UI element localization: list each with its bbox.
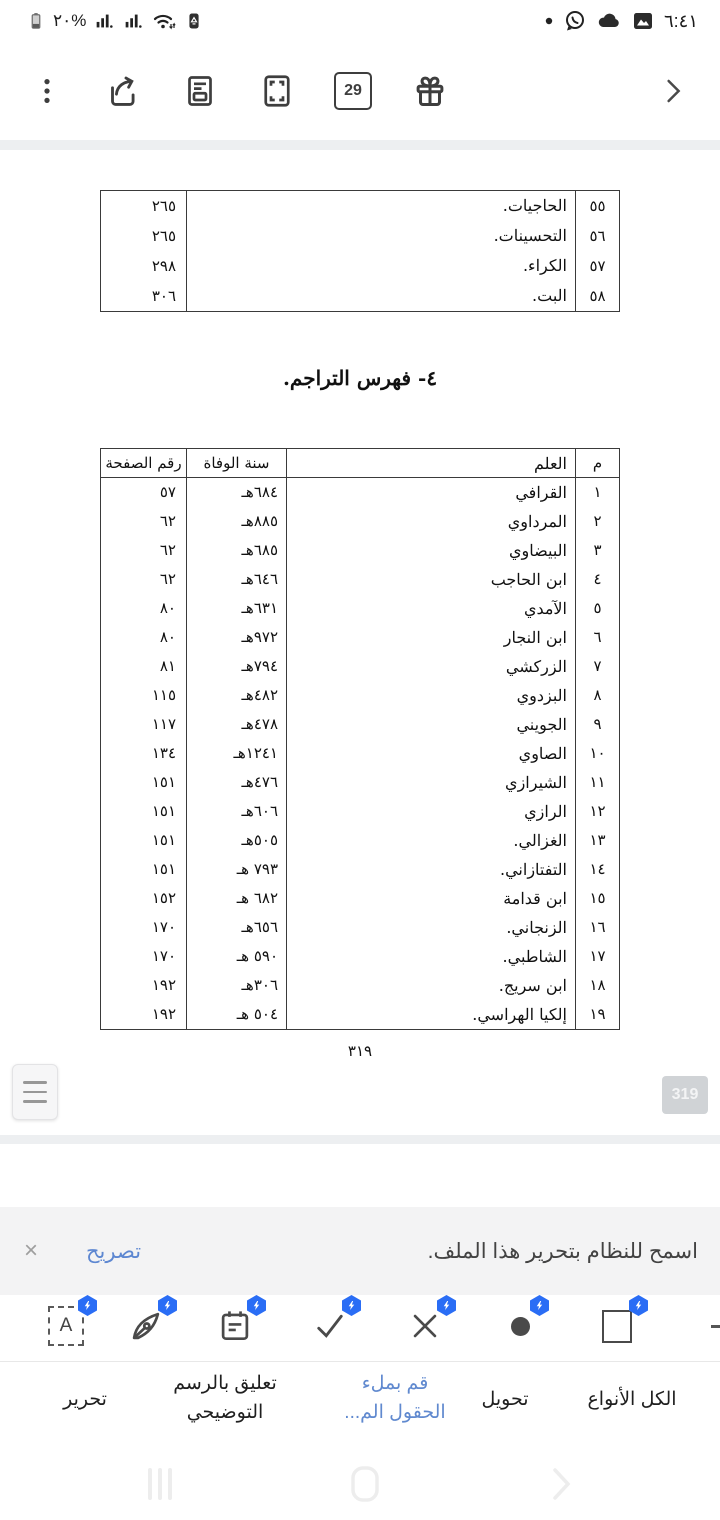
header-number: م — [575, 449, 619, 477]
header-scholar: العلم — [286, 449, 575, 477]
document-page[interactable] — [0, 150, 720, 1135]
back-icon[interactable] — [538, 1462, 582, 1506]
row-number-cell: ١٧ — [575, 942, 619, 971]
death-year-cell: ٦٥٦هـ — [186, 913, 286, 942]
page-cell: ١١٧ — [151, 715, 176, 733]
rectangle-annotation-button[interactable] — [594, 1303, 640, 1349]
death-year-cell: ٤٨٢هـ — [186, 681, 286, 710]
row-number-cell: ٩ — [575, 710, 619, 739]
scholar-cell: الشاطبي. — [286, 942, 575, 971]
fit-page-icon[interactable] — [254, 68, 300, 114]
text-box-tool-button[interactable] — [43, 1303, 89, 1349]
table-row — [101, 942, 619, 971]
tab-edit[interactable]: تحرير — [63, 1389, 107, 1410]
scholar-cell: إلكيا الهراسي. — [286, 1000, 575, 1029]
tab-convert[interactable]: تحويل — [481, 1389, 529, 1410]
biographies-table — [100, 448, 620, 1030]
whatsapp-icon — [563, 9, 587, 33]
signal-icon — [93, 10, 115, 32]
scholar-cell: الغزالي. — [286, 826, 575, 855]
entry-cell: التحسينات. — [186, 221, 575, 251]
page-cell: ٨٠ — [159, 628, 176, 646]
clock: ٦:٤١ — [663, 10, 698, 31]
page-cell: ٢٦٥ — [151, 197, 176, 215]
cross-annotation-button[interactable] — [402, 1303, 448, 1349]
page-cell: ١٣٤ — [151, 744, 176, 762]
table-row — [101, 251, 619, 281]
scholar-cell: ابن الحاجب — [286, 565, 575, 594]
scholar-cell: الرازي — [286, 797, 575, 826]
calendar-icon[interactable] — [330, 68, 376, 114]
header-death-year: سنة الوفاة — [186, 449, 286, 477]
reader-view-icon[interactable] — [177, 68, 223, 114]
page-cell: ١٥٢ — [151, 889, 176, 907]
row-number-cell: ٥ — [575, 594, 619, 623]
scholar-cell: الزركشي — [286, 652, 575, 681]
top-toolbar — [0, 42, 720, 140]
row-number-cell: ١٤ — [575, 855, 619, 884]
death-year-cell: ٧٩٣ هـ — [186, 855, 286, 884]
death-year-cell: ٤٧٨هـ — [186, 710, 286, 739]
table-row — [101, 971, 619, 1000]
table-row — [101, 623, 619, 652]
check-annotation-button[interactable] — [307, 1303, 353, 1349]
page-cell: ٨٠ — [159, 599, 176, 617]
table-row — [101, 710, 619, 739]
line-annotation-button[interactable] — [696, 1303, 720, 1349]
signal-icon — [122, 10, 144, 32]
row-number-cell: ٣ — [575, 536, 619, 565]
death-year-cell: ٧٩٤هـ — [186, 652, 286, 681]
table-row — [101, 768, 619, 797]
entry-cell: الحاجيات. — [186, 191, 575, 221]
page-cell: ١٧٠ — [151, 918, 176, 936]
notification-dot-icon — [544, 16, 554, 26]
row-number-cell: ١٩ — [575, 1000, 619, 1029]
death-year-cell: ٦٨٥هـ — [186, 536, 286, 565]
table-row — [101, 191, 619, 221]
scholar-cell: الآمدي — [286, 594, 575, 623]
table-row — [101, 681, 619, 710]
viewer-top-gap — [0, 140, 720, 150]
square-icon — [602, 1310, 632, 1343]
table-row — [101, 739, 619, 768]
table-row — [101, 826, 619, 855]
bottom-tab-bar — [0, 1362, 720, 1448]
table-row — [101, 478, 619, 507]
text-box-icon: A — [48, 1306, 84, 1346]
row-number-cell: ١ — [575, 478, 619, 507]
scholar-cell: البيضاوي — [286, 536, 575, 565]
status-bar-right — [544, 6, 698, 36]
tab-all-types[interactable]: الكل الأنواع — [587, 1389, 677, 1410]
cross-icon — [408, 1309, 442, 1343]
header-page: رقم الصفحة — [105, 454, 182, 472]
battery-icon — [26, 9, 46, 33]
wifi-icon — [151, 9, 177, 33]
scholar-cell: الجويني — [286, 710, 575, 739]
document-page-number: ٣١٩ — [347, 1042, 373, 1060]
table-row — [101, 797, 619, 826]
battery-percent: %٢٠ — [53, 11, 87, 30]
chevron-right-icon[interactable] — [650, 68, 696, 114]
form-fill-tool-button[interactable] — [212, 1303, 258, 1349]
scholar-cell: البزدوي — [286, 681, 575, 710]
status-bar-left — [26, 6, 204, 36]
row-number-cell: ١٢ — [575, 797, 619, 826]
close-icon[interactable]: × — [23, 1237, 38, 1264]
row-number-cell: ٥٥ — [575, 191, 619, 221]
death-year-cell: ١٢٤١هـ — [186, 739, 286, 768]
page-cell: ١٥١ — [151, 860, 176, 878]
scholar-cell: الشيرازي — [286, 768, 575, 797]
dot-icon — [511, 1317, 530, 1336]
gift-icon[interactable] — [407, 68, 453, 114]
table-header-row — [101, 449, 619, 478]
table-row — [101, 281, 619, 311]
page-cell: ١١٥ — [151, 686, 176, 704]
row-number-cell: ٥٨ — [575, 281, 619, 311]
kebab-menu-icon[interactable] — [24, 68, 70, 114]
death-year-cell: ٥٠٤ هـ — [186, 1000, 286, 1029]
battery-saver-icon — [184, 9, 204, 33]
share-icon[interactable] — [99, 68, 145, 114]
scholar-cell: الصاوي — [286, 739, 575, 768]
scholar-cell: ابن قدامة — [286, 884, 575, 913]
viewer-bottom-gap — [0, 1135, 720, 1144]
premium-badge-icon — [530, 1295, 549, 1316]
hamburger-icon — [23, 1081, 47, 1084]
dot-annotation-button[interactable] — [497, 1303, 543, 1349]
death-year-cell: ٨٨٥هـ — [186, 507, 286, 536]
death-year-cell: ٦٠٦هـ — [186, 797, 286, 826]
row-number-cell: ٦ — [575, 623, 619, 652]
calendar-day: 29 — [344, 82, 362, 99]
permission-banner — [0, 1207, 720, 1295]
row-number-cell: ٢ — [575, 507, 619, 536]
row-number-cell: ١٨ — [575, 971, 619, 1000]
table-row — [101, 536, 619, 565]
line-icon — [711, 1325, 720, 1328]
scholar-cell: ابن النجار — [286, 623, 575, 652]
row-number-cell: ١٣ — [575, 826, 619, 855]
section-heading: ٤- فهرس التراجم. — [282, 366, 438, 390]
death-year-cell: ٦٣١هـ — [186, 594, 286, 623]
row-number-cell: ١٠ — [575, 739, 619, 768]
permission-message: اسمح للنظام بتحرير هذا الملف. — [427, 1239, 698, 1263]
home-icon[interactable] — [343, 1462, 387, 1506]
page-cell: ١٥١ — [151, 802, 176, 820]
table-row — [101, 884, 619, 913]
page-cell: ٨١ — [159, 657, 176, 675]
death-year-cell: ٥٩٠ هـ — [186, 942, 286, 971]
row-number-cell: ١١ — [575, 768, 619, 797]
tab-fill-fields[interactable]: قم بملء الحقول الم... — [344, 1373, 446, 1423]
page-cell: ٣٠٦ — [151, 287, 176, 305]
form-note-icon — [216, 1307, 254, 1345]
page-cell: ١٧٠ — [151, 947, 176, 965]
death-year-cell: ٤٧٦هـ — [186, 768, 286, 797]
page-cell: ٦٢ — [159, 570, 176, 588]
row-number-cell: ٥٦ — [575, 221, 619, 251]
signature-tool-button[interactable] — [123, 1303, 169, 1349]
android-nav-bar — [0, 1448, 720, 1520]
table-row — [101, 594, 619, 623]
cloud-icon — [596, 10, 622, 32]
table-row — [101, 507, 619, 536]
status-bar — [0, 0, 720, 42]
tab-annotate[interactable]: تعليق بالرسم التوضيحي — [173, 1373, 277, 1423]
death-year-cell: ٦٤٦هـ — [186, 565, 286, 594]
row-number-cell: ١٦ — [575, 913, 619, 942]
page-cell: ٦٢ — [159, 512, 176, 530]
page-cell: ٦٢ — [159, 541, 176, 559]
scholar-cell: الزنجاني. — [286, 913, 575, 942]
page-cell: ١٥١ — [151, 773, 176, 791]
gallery-icon — [631, 10, 655, 32]
entry-cell: الكراء. — [186, 251, 575, 281]
table-row — [101, 855, 619, 884]
page-cell: ٢٦٥ — [151, 227, 176, 245]
recents-icon[interactable] — [138, 1462, 182, 1506]
page-cell: ١٥١ — [151, 831, 176, 849]
scholar-cell: القرافي — [286, 478, 575, 507]
scholar-cell: المرداوي — [286, 507, 575, 536]
table-row — [101, 913, 619, 942]
page-indicator-badge: 319 — [662, 1076, 708, 1114]
death-year-cell: ٥٠٥هـ — [186, 826, 286, 855]
table-row — [101, 221, 619, 251]
death-year-cell: ٣٠٦هـ — [186, 971, 286, 1000]
scholar-cell: التفتازاني. — [286, 855, 575, 884]
page-cell: ١٩٢ — [151, 1005, 176, 1023]
annotation-toolbar — [0, 1295, 720, 1361]
subject-index-table — [100, 190, 620, 312]
death-year-cell: ٦٨٤هـ — [186, 478, 286, 507]
permission-allow-button[interactable]: تصريح — [86, 1239, 142, 1263]
page-cell: ٢٩٨ — [151, 257, 176, 275]
signature-pen-icon — [127, 1307, 165, 1345]
death-year-cell: ٩٧٢هـ — [186, 623, 286, 652]
row-number-cell: ٧ — [575, 652, 619, 681]
death-year-cell: ٦٨٢ هـ — [186, 884, 286, 913]
row-number-cell: ٤ — [575, 565, 619, 594]
row-number-cell: ٨ — [575, 681, 619, 710]
check-icon — [312, 1308, 348, 1344]
page-cell: ١٩٢ — [151, 976, 176, 994]
page-cell: ٥٧ — [159, 483, 176, 501]
entry-cell: البت. — [186, 281, 575, 311]
scholar-cell: ابن سريج. — [286, 971, 575, 1000]
table-row — [101, 1000, 619, 1029]
table-row — [101, 565, 619, 594]
row-number-cell: ٥٧ — [575, 251, 619, 281]
thumbnail-panel-button[interactable] — [12, 1064, 58, 1120]
table-row — [101, 652, 619, 681]
row-number-cell: ١٥ — [575, 884, 619, 913]
